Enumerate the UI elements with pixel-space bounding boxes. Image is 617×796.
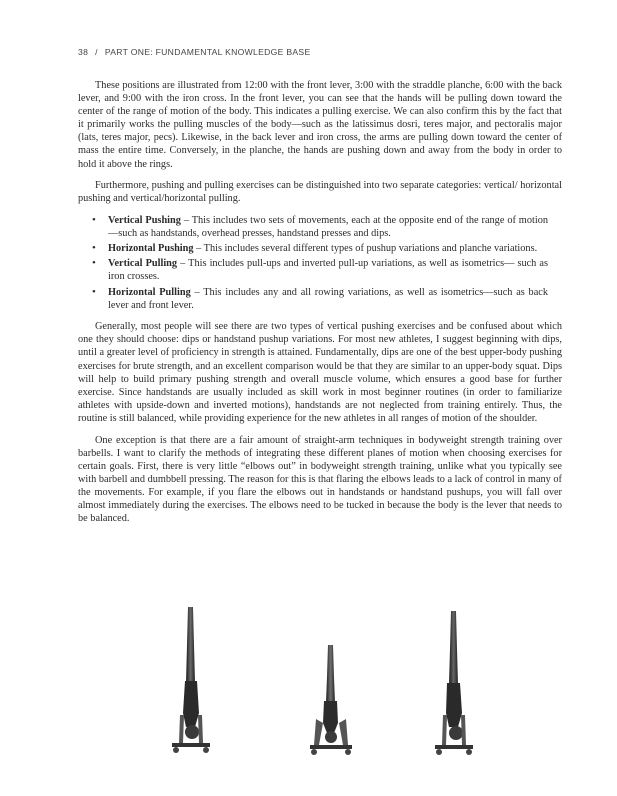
paragraph-clock-positions: These positions are illustrated from 12:00 with the front lever, 3:00 with the straddle planche, 6:00 with the back lever, and 9:00 with the iron cross. In the front lever, you can see that the hands will be pulling down toward the center of the range of motion of the body. This indicates a pulling exercise. We can also confirm this by the fact that it primarily works the pulling muscles of the body—such as the latissimus dosri, teres major, and pectoralis major (lats, teres major, pecs). Likewise, in the back lever and iron cross, the arms are pulling down toward the center of mass the entire time. Conversely, in the planche, the hands are pushing down and away from the body in order to hold it above the rings. <box>78 80 562 170</box>
handstand-photo-strip <box>78 605 562 760</box>
paragraph-categories: Furthermore, pushing and pulling exercises can be distinguished into two separate categories: vertical/ horizontal pushing and vertical/horizontal pulling. <box>78 180 562 205</box>
list-item <box>108 242 548 255</box>
list-item <box>108 214 548 240</box>
section-title: PART ONE: FUNDAMENTAL KNOWLEDGE BASE <box>104 47 311 57</box>
list-item-text: – This includes any and all rowing variations, as well as isometrics—such as back lever and front lever. <box>108 286 548 311</box>
list-item-term: Vertical Pulling <box>108 258 178 270</box>
body-text <box>78 79 562 534</box>
handstand-photo-1 <box>166 605 216 755</box>
list-item-text: – This includes several different types of pushup variations and planche variations. <box>193 243 538 255</box>
list-item <box>108 257 548 283</box>
page-number: 38 <box>78 47 89 57</box>
list-item <box>108 286 548 312</box>
exercise-category-list <box>78 214 562 312</box>
handstand-pushup-photo <box>306 643 356 757</box>
list-item-text: – This includes pull-ups and inverted pull-up variations, as well as isometrics— such as iron crosses. <box>108 258 548 283</box>
handstand-photo-2 <box>430 609 480 757</box>
list-item-term: Vertical Pushing <box>108 215 181 227</box>
list-item-term: Horizontal Pushing <box>108 243 194 255</box>
paragraph-vertical-pushing: Generally, most people will see there are two types of vertical pushing exercises and be confused about which one they should choose: dips or handstand pushup variations. For most new athletes, I suggest beginning with dips, until a greater level of proficiency in strength is attained. Fundamentally, dips are one of the best upper-body pushing exercises for brute strength, and an excellent comparison would be that they are similar to an upper-body squat. Dips will help to build primary pushing strength and overall muscle volume, which ensures a good base for further exercise. Since handstands are usually included as skill work in most beginner routines (in order to familiarize athletes with upside-down and inverted motions), handstands are not neglected from training entirely. Thus, the routine is still balanced, while providing experience for the new athletes in all ranges of motion of the shoulder. <box>78 321 562 424</box>
header-separator: / <box>95 47 98 57</box>
running-header <box>78 47 311 57</box>
paragraph-elbows: One exception is that there are a fair amount of straight-arm techniques in bodyweight strength training over barbells. I want to clarify the methods of integrating these different planes of motion when choosing exercises for certain goals. First, there is very little “elbows out” in bodyweight strength training, unlike what you typically see with barbell and dumbbell pressing. The reason for this is that flaring the elbows leads to a lack of control in many of the movements. For example, if you flare the elbows out in handstands or handstand pushups, you will fall over almost immediately during the exercises. The elbows need to be tucked in because the body is the lever that needs to be balanced. <box>78 434 562 525</box>
list-item-text: – This includes two sets of movements, each at the opposite end of the range of motion—such as handstands, overhead presses, handstand presses and dips. <box>108 215 548 240</box>
list-item-term: Horizontal Pulling <box>108 286 191 298</box>
